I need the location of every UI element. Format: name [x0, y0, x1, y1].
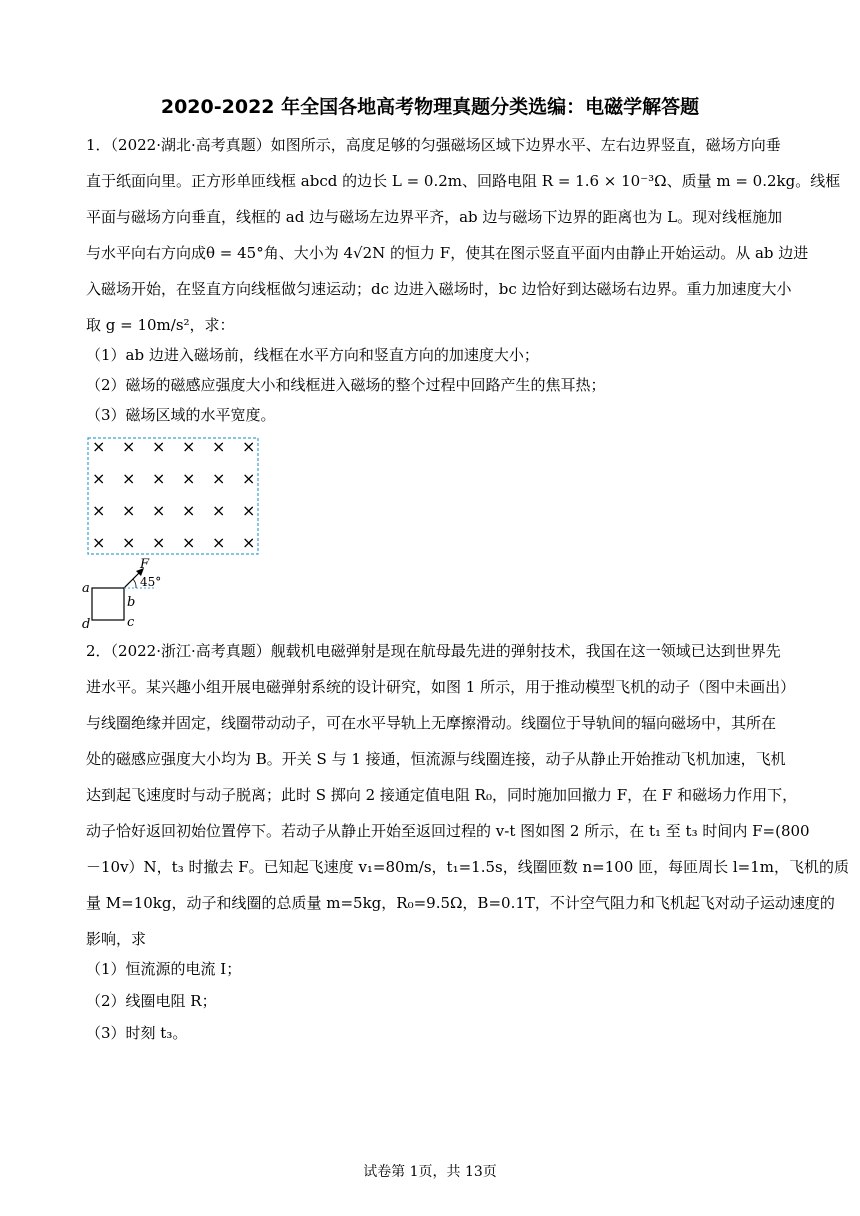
q2-line-9: 影响，求: [86, 930, 147, 948]
force-label: F: [140, 557, 150, 572]
q1-line-5: 入磁场开始，在竖直方向线框做匀速运动；dc 边进入磁场时，bc 边恰好到达磁场右边界。重力加速度大小: [86, 280, 792, 298]
q2-line-8: 量 M=10kg，动子和线圈的总质量 m=5kg，R₀=9.5Ω，B=0.1T，不计空气阻力和飞机起飞对动子运动速度的: [86, 894, 835, 912]
q2-subquestion-3: （3）时刻 t₃。: [86, 1024, 188, 1042]
cross-mark: ×: [122, 437, 136, 456]
q1-line-3: 平面与磁场方向垂直，线框的 ad 边与磁场左边界平齐，ab 边与磁场下边界的距离也为 L。现对线框施加: [86, 208, 783, 226]
cross-mark: ×: [182, 437, 196, 456]
q1-line-2: 直于纸面向里。正方形单匝线框 abcd 的边长 L = 0.2m、回路电阻 R = 1.6 × 10⁻³Ω、质量 m = 0.2kg。线框: [86, 172, 841, 190]
q2-line-2: 进水平。某兴趣小组开展电磁弹射系统的设计研究，如图 1 所示，用于推动模型飞机的动子（图中未画出）: [86, 678, 796, 696]
cross-mark: ×: [242, 533, 256, 552]
cross-mark: ×: [152, 501, 166, 520]
magnetic-field-region: [88, 438, 258, 554]
angle-arc: [133, 579, 136, 588]
cross-mark: ×: [122, 469, 136, 488]
q1-subquestion-1: （1）ab 边进入磁场前，线框在水平方向和竖直方向的加速度大小；: [86, 346, 539, 364]
page-title: 2020-2022 年全国各地高考物理真题分类选编：电磁学解答题: [160, 96, 700, 118]
cross-mark: ×: [92, 437, 106, 456]
cross-mark: ×: [152, 437, 166, 456]
cross-mark: ×: [182, 469, 196, 488]
square-wire-frame: [92, 588, 124, 620]
vertex-label-b: b: [127, 595, 136, 610]
cross-mark: ×: [242, 469, 256, 488]
q2-line-1: 2．（2022·浙江·高考真题）舰载机电磁弹射是现在航母最先进的弹射技术，我国在这一领域已达到世界先: [86, 642, 781, 660]
q1-line-4: 与水平向右方向成θ = 45°角、大小为 4√2N 的恒力 F，使其在图示竖直平面内由静止开始运动。从 ab 边进: [86, 244, 809, 262]
vertex-label-c: c: [127, 615, 135, 630]
q2-line-6: 动子恰好返回初始位置停下。若动子从静止开始至返回过程的 v-t 图如图 2 所示，在 t₁ 至 t₃ 时间内 F=(800: [86, 822, 810, 840]
cross-mark: ×: [152, 469, 166, 488]
cross-mark: ×: [92, 533, 106, 552]
q2-line-5: 达到起飞速度时与动子脱离；此时 S 掷向 2 接通定值电阻 R₀，同时施加回撤力 F，在 F 和磁场力作用下，: [86, 786, 798, 804]
q2-line-7: －10v）N，t₃ 时撤去 F。已知起飞速度 v₁=80m/s，t₁=1.5s，线圈匝数 n=100 匝，每匝周长 l=1m，飞机的质: [86, 858, 850, 876]
cross-mark: ×: [182, 533, 196, 552]
cross-mark: ×: [122, 533, 136, 552]
vertex-label-d: d: [82, 617, 91, 632]
q2-line-3: 与线圈绝缘并固定，线圈带动动子，可在水平导轨上无摩擦滑动。线圈位于导轨间的辐向磁场中，其所在: [86, 714, 777, 732]
cross-mark: ×: [212, 533, 226, 552]
cross-mark: ×: [212, 501, 226, 520]
cross-mark: ×: [92, 469, 106, 488]
cross-mark: ×: [242, 437, 256, 456]
cross-mark: ×: [212, 469, 226, 488]
q1-line-6: 取 g = 10m/s²，求：: [86, 316, 235, 334]
cross-mark: ×: [152, 533, 166, 552]
q2-line-4: 处的磁感应强度大小均为 B。开关 S 与 1 接通，恒流源与线圈连接，动子从静止开始推动飞机加速，飞机: [86, 750, 786, 768]
cross-mark: ×: [92, 501, 106, 520]
vertex-label-a: a: [82, 581, 90, 596]
q1-subquestion-3: （3）磁场区域的水平宽度。: [86, 406, 276, 424]
cross-mark: ×: [212, 437, 226, 456]
q2-subquestion-2: （2）线圈电阻 R；: [86, 992, 217, 1010]
cross-mark: ×: [122, 501, 136, 520]
q1-line-1: 1．（2022·湖北·高考真题）如图所示，高度足够的匀强磁场区域下边界水平、左右边界竖直，磁场方向垂: [86, 136, 781, 154]
magnetic-field-figure: [80, 432, 280, 632]
cross-mark: ×: [182, 501, 196, 520]
q2-subquestion-1: （1）恒流源的电流 I；: [86, 960, 242, 978]
angle-label: 45°: [140, 575, 162, 589]
cross-mark: ×: [242, 501, 256, 520]
page-footer: 试卷第 1页，共 13页: [363, 1164, 497, 1180]
q1-subquestion-2: （2）磁场的磁感应强度大小和线框进入磁场的整个过程中回路产生的焦耳热；: [86, 376, 606, 394]
field-cross-marks: [92, 437, 255, 552]
